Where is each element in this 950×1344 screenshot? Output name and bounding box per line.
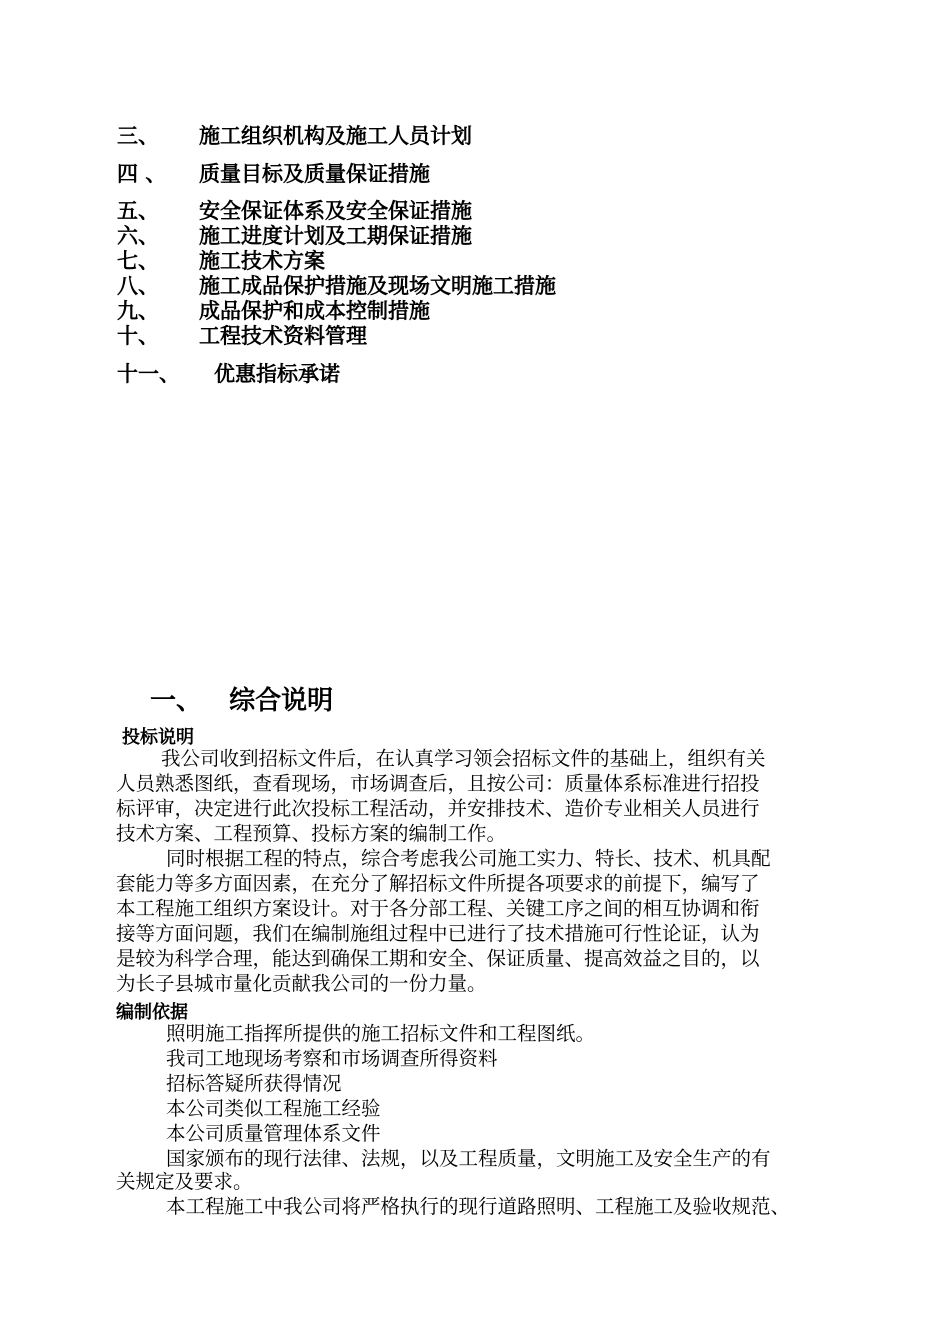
toc-item-number: 九、: [117, 299, 159, 323]
paragraph-line: 关规定及要求。: [116, 1170, 253, 1193]
toc-item-text: 安全保证体系及安全保证措施: [199, 199, 472, 223]
toc-item-text: 工程技术资料管理: [199, 324, 367, 348]
toc-item: [117, 324, 817, 349]
paragraph-line: 我司工地现场考察和市场调查所得资料: [166, 1047, 498, 1070]
subsection-heading-basis: 编制依据: [116, 1002, 188, 1023]
toc-item-text: 施工成品保护措施及现场文明施工措施: [199, 274, 556, 298]
toc-item: [117, 362, 817, 387]
toc-item: [117, 162, 817, 187]
toc-item: [117, 124, 817, 149]
toc-item-number: 三、: [117, 124, 159, 148]
toc-item-number: 六、: [117, 224, 159, 248]
toc-item-text: 施工技术方案: [199, 249, 325, 273]
paragraph-line: 招标答疑所获得情况: [166, 1072, 342, 1095]
section-number: 一、: [150, 686, 203, 716]
toc-item-text: 施工进度计划及工期保证措施: [199, 224, 472, 248]
paragraph-line: 接等方面问题，我们在编制施组过程中已进行了技术措施可行性论证，认为: [116, 922, 760, 945]
toc-item-number: 七、: [117, 249, 159, 273]
toc-item-text: 施工组织机构及施工人员计划: [199, 124, 472, 148]
toc-item-text: 优惠指标承诺: [214, 362, 340, 386]
paragraph-line: 套能力等多方面因素，在充分了解招标文件所提各项要求的前提下，编写了: [116, 872, 760, 895]
paragraph-line: 是较为科学合理，能达到确保工期和安全、保证质量、提高效益之目的，以: [116, 947, 760, 970]
toc-item-number: 五、: [117, 199, 159, 223]
toc-item-number: 十、: [117, 324, 159, 348]
toc-item: [117, 249, 817, 274]
paragraph-line: 技术方案、工程预算、投标方案的编制工作。: [116, 822, 507, 845]
toc-item-text: 质量目标及质量保证措施: [199, 162, 430, 186]
paragraph-line: 人员熟悉图纸，查看现场，市场调查后，且按公司：质量体系标准进行招投: [116, 772, 760, 795]
subsection-heading-bid: 投标说明: [122, 727, 194, 748]
toc-item-number: 四 、: [117, 162, 167, 186]
paragraph-line: 本公司类似工程施工经验: [166, 1097, 381, 1120]
toc-item: [117, 199, 817, 224]
toc-item-text: 成品保护和成本控制措施: [199, 299, 430, 323]
paragraph-line: 我公司收到招标文件后，在认真学习领会招标文件的基础上，组织有关: [161, 747, 766, 770]
paragraph-line: 同时根据工程的特点，综合考虑我公司施工实力、特长、技术、机具配: [166, 847, 771, 870]
paragraph-line: 为长子县城市量化贡献我公司的一份力量。: [116, 972, 487, 995]
paragraph-line: 本公司质量管理体系文件: [166, 1122, 381, 1145]
paragraph-line: 照明施工指挥所提供的施工招标文件和工程图纸。: [166, 1022, 596, 1045]
toc-item-number: 十一、: [117, 362, 180, 386]
section-heading: [150, 680, 333, 714]
toc-item: [117, 224, 817, 249]
paragraph-line: 国家颁布的现行法律、法规，以及工程质量，文明施工及安全生产的有: [166, 1147, 771, 1170]
toc-item: [117, 274, 817, 299]
toc-item: [117, 299, 817, 324]
section-title: 综合说明: [229, 686, 334, 716]
toc-item-number: 八、: [117, 274, 159, 298]
paragraph-line: 本工程施工组织方案设计。对于各分部工程、关键工序之间的相互协调和衔: [116, 897, 760, 920]
paragraph-line: 标评审，决定进行此次投标工程活动，并安排技术、造价专业相关人员进行: [116, 797, 760, 820]
paragraph-line: 本工程施工中我公司将严格执行的现行道路照明、工程施工及验收规范、: [166, 1195, 791, 1218]
